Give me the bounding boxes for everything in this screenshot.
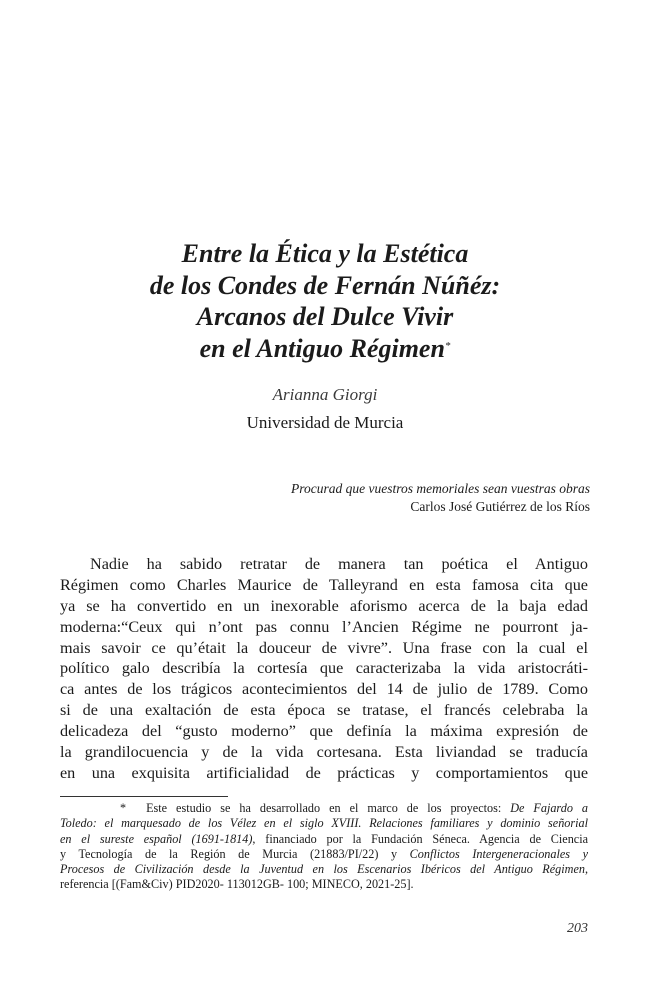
body-line: Nadie ha sabido retratar de manera tan poética el Antiguo <box>90 555 588 573</box>
title-line-4 <box>0 333 650 365</box>
article-title <box>0 238 650 364</box>
body-line: en una exquisita artificialidad de prácticas y comportamientos que <box>60 763 588 782</box>
footnote-project-title: De Fajardo a <box>510 801 588 815</box>
footnote-line <box>60 877 588 892</box>
epigraph-quote: Procurad que vuestros memoriales sean vuestras obras <box>291 481 590 496</box>
footnote-divider <box>60 796 228 797</box>
footnote-project-title: Procesos de Civilización desde la Juventud en los Escenarios Ibéricos del Antiguo Régimen <box>60 862 585 877</box>
footnote-line <box>60 801 588 816</box>
body-line: político galo describía la cortesía que caracterizaba la vida aristocráti- <box>60 659 588 678</box>
body-line: ca antes de los trágicos acontecimientos del 14 de julio de 1789. Como <box>60 680 588 699</box>
footnote-line <box>60 847 588 862</box>
footnote-project-title: en el sureste español (1691-1814) <box>60 831 253 846</box>
title-line-1: Entre la Ética y la Estética <box>181 239 469 268</box>
body-line: mais savoir ce qu’était la douceur de vivre”. Una frase con la cual el <box>60 638 588 657</box>
footnote <box>60 801 588 893</box>
footnote-text: referencia [(Fam&Civ) PID2020- 113012GB- 100; MINECO, 2021-25]. <box>60 877 414 892</box>
body-line: si de una exaltación de esta época se tratase, el francés celebraba la <box>60 701 588 720</box>
author-affiliation: Universidad de Murcia <box>246 413 404 432</box>
body-paragraph <box>60 554 588 784</box>
body-line: Régimen como Charles Maurice de Talleyrand en esta famosa cita que <box>60 575 588 594</box>
title-footnote-marker[interactable]: * <box>444 339 451 352</box>
epigraph <box>170 480 590 516</box>
footnote-project-title: Toledo: el marquesado de los Vélez en el siglo XVIII. Relaciones familiares y dominio señorial <box>60 816 588 831</box>
footnote-text: y Tecnología de la Región de Murcia (21883/PI/22) y <box>60 846 410 861</box>
body-line: moderna:“Ceux qui n’ont pas connu l’Ancien Régime ne pourront ja- <box>60 617 588 636</box>
footnote-line <box>60 816 588 831</box>
title-line-2: de los Condes de Fernán Núñéz: <box>149 270 501 300</box>
footnote-project-title: Conflictos Intergeneracionales y <box>409 846 588 861</box>
page-number: 203 <box>567 921 588 936</box>
footnote-text: Este estudio se ha desarrollado en el marco de los proyectos: <box>146 801 511 815</box>
body-line: delicadeza del “gusto moderno” que definía la máxima expresión de <box>60 722 588 741</box>
body-line: la grandilocuencia y de la vida cortesana. Esta liviandad se traducía <box>60 743 588 762</box>
footnote-line <box>60 832 588 847</box>
footnote-line <box>60 862 588 877</box>
body-line: ya se ha convertido en un inexorable aforismo acerca de la baja edad <box>60 596 588 615</box>
footnote-marker: * <box>120 801 127 815</box>
title-line-3: Arcanos del Dulce Vivir <box>196 302 454 331</box>
footnote-text: , financiado por la Fundación Séneca. Agencia de Ciencia <box>252 831 588 846</box>
footnote-text: , <box>584 862 588 877</box>
title-line-4-text: en el Antiguo Régimen <box>199 333 445 363</box>
epigraph-attribution: Carlos José Gutiérrez de los Ríos <box>410 499 590 514</box>
author-name: Arianna Giorgi <box>272 385 378 404</box>
